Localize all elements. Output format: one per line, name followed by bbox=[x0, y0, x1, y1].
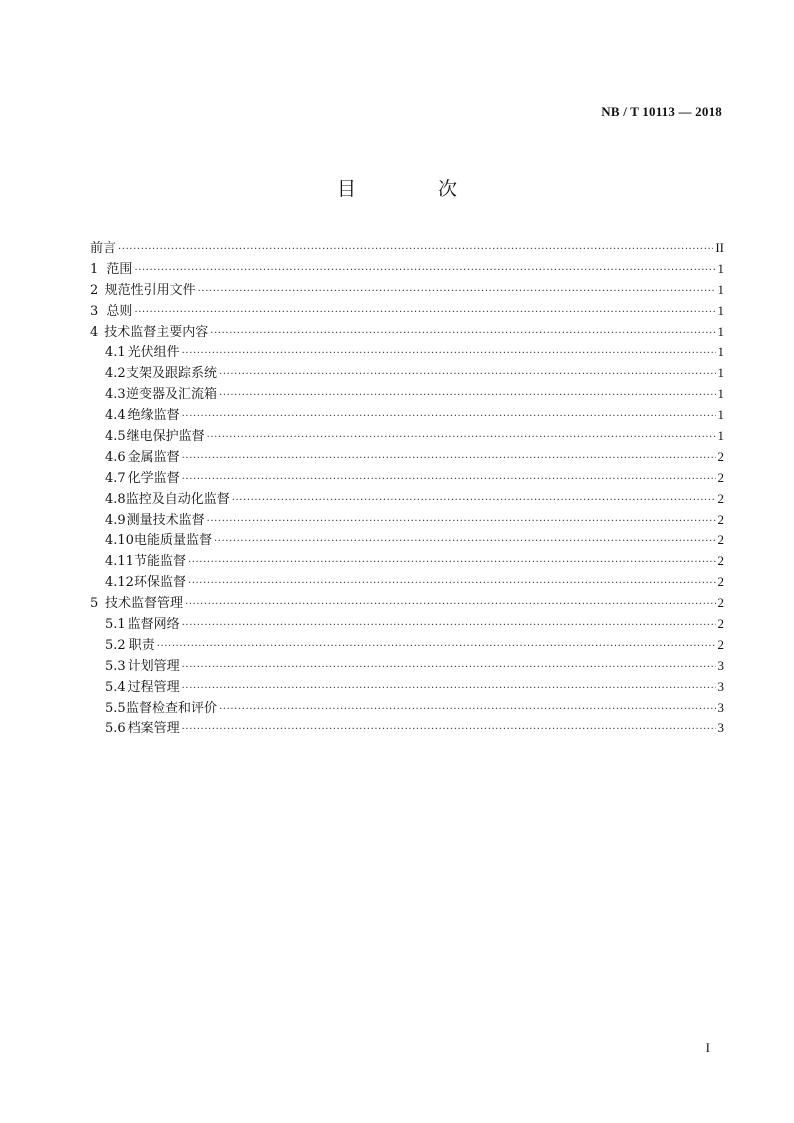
toc-entry[interactable] bbox=[90, 489, 724, 510]
toc-entry-page: 2 bbox=[717, 532, 724, 548]
dot-leader bbox=[219, 365, 715, 386]
toc-entry-page: 2 bbox=[717, 636, 724, 652]
toc-entry[interactable] bbox=[90, 635, 724, 656]
toc-entry-page: 3 bbox=[717, 720, 724, 736]
toc-entry[interactable] bbox=[90, 238, 724, 259]
dot-leader bbox=[207, 428, 716, 449]
toc-entry-title: 逆变器及汇流箱 bbox=[126, 387, 218, 403]
toc-entry-title: 过程管理 bbox=[127, 679, 180, 695]
toc-entry-page: 1 bbox=[717, 386, 724, 402]
toc-entry-number: 4.5 bbox=[105, 429, 126, 445]
table-of-contents bbox=[90, 238, 724, 739]
toc-entry-number: 4.4 bbox=[105, 408, 126, 424]
toc-entry-title: 金属监督 bbox=[127, 449, 180, 465]
dot-leader bbox=[219, 386, 715, 407]
toc-entry[interactable] bbox=[90, 447, 724, 468]
toc-entry-title: 监控及自动化监督 bbox=[125, 491, 230, 507]
toc-entry-number: 5.6 bbox=[105, 721, 126, 737]
toc-entry-title: 技术监督管理 bbox=[105, 596, 184, 612]
toc-entry-title: 档案管理 bbox=[127, 721, 180, 737]
toc-entry-title: 继电保护监督 bbox=[126, 429, 205, 445]
toc-entry-title: 绝缘监督 bbox=[127, 408, 180, 424]
toc-entry-number: 5.5 bbox=[105, 700, 126, 716]
toc-entry-number: 5.3 bbox=[105, 658, 126, 674]
toc-entry-page: 1 bbox=[717, 260, 724, 276]
dot-leader bbox=[182, 470, 716, 491]
dot-leader bbox=[214, 532, 716, 553]
toc-entry[interactable] bbox=[90, 677, 724, 698]
dot-leader bbox=[188, 553, 716, 574]
toc-entry-number: 5.4 bbox=[105, 679, 126, 695]
toc-entry[interactable] bbox=[90, 510, 724, 531]
toc-entry-page: 2 bbox=[717, 448, 724, 464]
dot-leader bbox=[185, 595, 715, 616]
toc-entry-page: 3 bbox=[717, 657, 724, 673]
dot-leader bbox=[118, 240, 713, 261]
dot-leader bbox=[157, 637, 716, 658]
dot-leader bbox=[182, 616, 716, 637]
toc-heading: 目 次 bbox=[336, 178, 496, 200]
dot-leader bbox=[219, 700, 715, 721]
toc-entry[interactable] bbox=[90, 656, 724, 677]
toc-entry-title: 光伏组件 bbox=[127, 345, 180, 361]
toc-entry-page: 2 bbox=[717, 490, 724, 506]
dot-leader bbox=[188, 574, 716, 595]
toc-entry-page: 1 bbox=[717, 407, 724, 423]
dot-leader bbox=[182, 344, 716, 365]
toc-entry-page: 2 bbox=[717, 574, 724, 590]
toc-entry[interactable] bbox=[90, 614, 724, 635]
toc-entry-number: 4.3 bbox=[105, 387, 126, 403]
toc-entry[interactable] bbox=[90, 718, 724, 739]
toc-entry[interactable] bbox=[90, 572, 724, 593]
dot-leader bbox=[134, 261, 715, 282]
toc-entry-number: 5.2 bbox=[105, 637, 126, 653]
toc-entry-page: 2 bbox=[717, 595, 724, 611]
toc-entry-number: 5 bbox=[90, 596, 99, 612]
toc-entry-title: 范围 bbox=[106, 261, 133, 277]
toc-entry[interactable] bbox=[90, 363, 724, 384]
toc-entry[interactable] bbox=[90, 259, 724, 280]
dot-leader bbox=[182, 720, 716, 741]
toc-entry-number: 4.11 bbox=[105, 554, 134, 570]
toc-entry-number: 4.2 bbox=[105, 366, 126, 382]
toc-entry[interactable] bbox=[90, 593, 724, 614]
toc-entry-number: 3 bbox=[90, 303, 99, 319]
toc-entry-title: 化学监督 bbox=[127, 470, 180, 486]
toc-entry-title: 监督网络 bbox=[127, 617, 180, 633]
toc-entry-page: 1 bbox=[717, 323, 724, 339]
toc-entry-page: 1 bbox=[717, 302, 724, 318]
toc-entry[interactable] bbox=[90, 342, 724, 363]
toc-entry-number: 4.8 bbox=[105, 491, 126, 507]
toc-entry-number: 4.9 bbox=[105, 512, 126, 528]
toc-entry-number: 4.6 bbox=[105, 449, 126, 465]
dot-leader bbox=[182, 407, 716, 428]
toc-entry-page: 1 bbox=[717, 344, 724, 360]
toc-entry-page: 2 bbox=[717, 616, 724, 632]
toc-entry-page: II bbox=[715, 240, 724, 255]
toc-entry[interactable] bbox=[90, 405, 724, 426]
dot-leader bbox=[182, 449, 716, 470]
toc-entry-number: 4 bbox=[90, 324, 99, 340]
toc-entry-title: 技术监督主要内容 bbox=[104, 324, 209, 340]
toc-entry[interactable] bbox=[90, 301, 724, 322]
toc-entry-title: 监督检查和评价 bbox=[126, 700, 218, 716]
toc-entry[interactable] bbox=[90, 468, 724, 489]
dot-leader bbox=[210, 324, 715, 345]
toc-entry-page: 1 bbox=[717, 365, 724, 381]
toc-entry-title: 测量技术监督 bbox=[126, 512, 205, 528]
toc-entry[interactable] bbox=[90, 280, 724, 301]
toc-entry-number: 4.7 bbox=[105, 470, 126, 486]
toc-entry-number: 4.12 bbox=[105, 575, 134, 591]
dot-leader bbox=[134, 303, 715, 324]
toc-entry-page: 1 bbox=[717, 281, 724, 297]
toc-entry[interactable] bbox=[90, 551, 724, 572]
toc-entry[interactable] bbox=[90, 426, 724, 447]
dot-leader bbox=[182, 679, 716, 700]
dot-leader bbox=[207, 512, 716, 533]
toc-entry-number: 1 bbox=[90, 261, 99, 277]
dot-leader bbox=[232, 491, 716, 512]
dot-leader bbox=[182, 658, 716, 679]
toc-entry-title: 职责 bbox=[128, 637, 155, 653]
toc-entry-page: 1 bbox=[717, 428, 724, 444]
toc-entry-page: 2 bbox=[717, 511, 724, 527]
toc-entry-title: 节能监督 bbox=[133, 554, 186, 570]
dot-leader bbox=[198, 282, 716, 303]
toc-entry-page: 3 bbox=[717, 699, 724, 715]
toc-entry-number: 4.10 bbox=[105, 533, 134, 549]
toc-entry[interactable] bbox=[90, 530, 724, 551]
toc-entry-title: 计划管理 bbox=[127, 658, 180, 674]
page-number: I bbox=[705, 1040, 710, 1055]
toc-entry-title: 环保监督 bbox=[133, 575, 186, 591]
toc-entry-page: 3 bbox=[717, 678, 724, 694]
toc-entry-title: 规范性引用文件 bbox=[104, 282, 196, 298]
toc-entry-page: 2 bbox=[717, 553, 724, 569]
toc-entry-number: 2 bbox=[90, 282, 99, 298]
toc-entry[interactable] bbox=[90, 322, 724, 343]
toc-entry[interactable] bbox=[90, 384, 724, 405]
toc-entry-number: 5.1 bbox=[105, 617, 126, 633]
toc-entry-number: 4.1 bbox=[105, 345, 126, 361]
toc-entry-page: 2 bbox=[717, 469, 724, 485]
document-code: NB / T 10113 — 2018 bbox=[601, 104, 722, 119]
toc-entry-title: 支架及跟踪系统 bbox=[126, 366, 218, 382]
toc-entry[interactable] bbox=[90, 698, 724, 719]
toc-entry-title: 电能质量监督 bbox=[133, 533, 212, 549]
toc-entry-title: 总则 bbox=[106, 303, 133, 319]
toc-entry-title: 前言 bbox=[90, 241, 117, 256]
